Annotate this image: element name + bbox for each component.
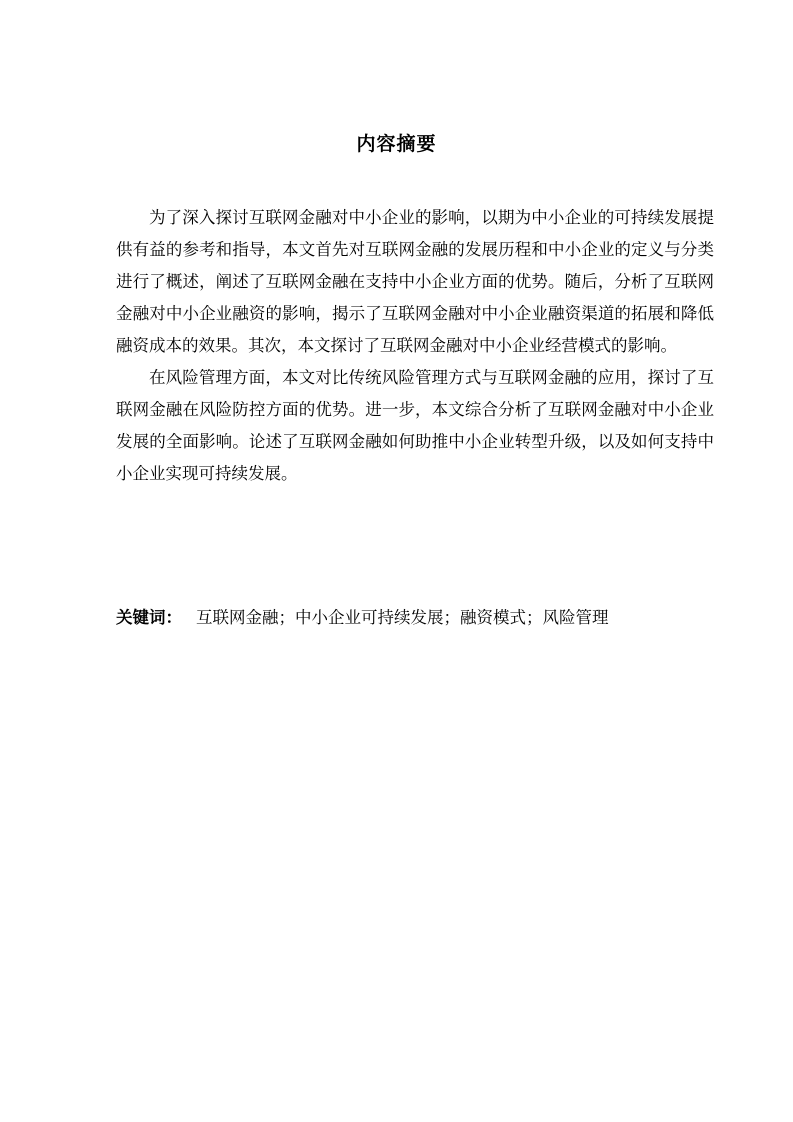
abstract-paragraph-1: 为了深入探讨互联网金融对中小企业的影响，以期为中小企业的可持续发展提供有益的参考和指导，本文首先对互联网金融的发展历程和中小企业的定义与分类进行了概述，阐述了互联网金融在支持中小企业方面的优势。随后，分析了互联网金融对中小企业融资的影响，揭示了互联网金融对中小企业融资渠道的拓展和降低融资成本的效果。其次，本文探讨了互联网金融对中小企业经营模式的影响。 [116,208,714,355]
keywords-label: 关键词： [116,608,182,627]
abstract-paragraph-2: 在风险管理方面，本文对比传统风险管理方式与互联网金融的应用，探讨了互联网金融在风险防控方面的优势。进一步，本文综合分析了互联网金融对中小企业发展的全面影响。论述了互联网金融如何助推中小企业转型升级，以及如何支持中小企业实现可持续发展。 [116,368,714,483]
abstract-body [116,202,714,490]
keywords-line [116,602,714,634]
keywords-values: 互联网金融；中小企业可持续发展；融资模式；风险管理 [196,608,609,627]
abstract-title: 内容摘要 [356,133,437,155]
